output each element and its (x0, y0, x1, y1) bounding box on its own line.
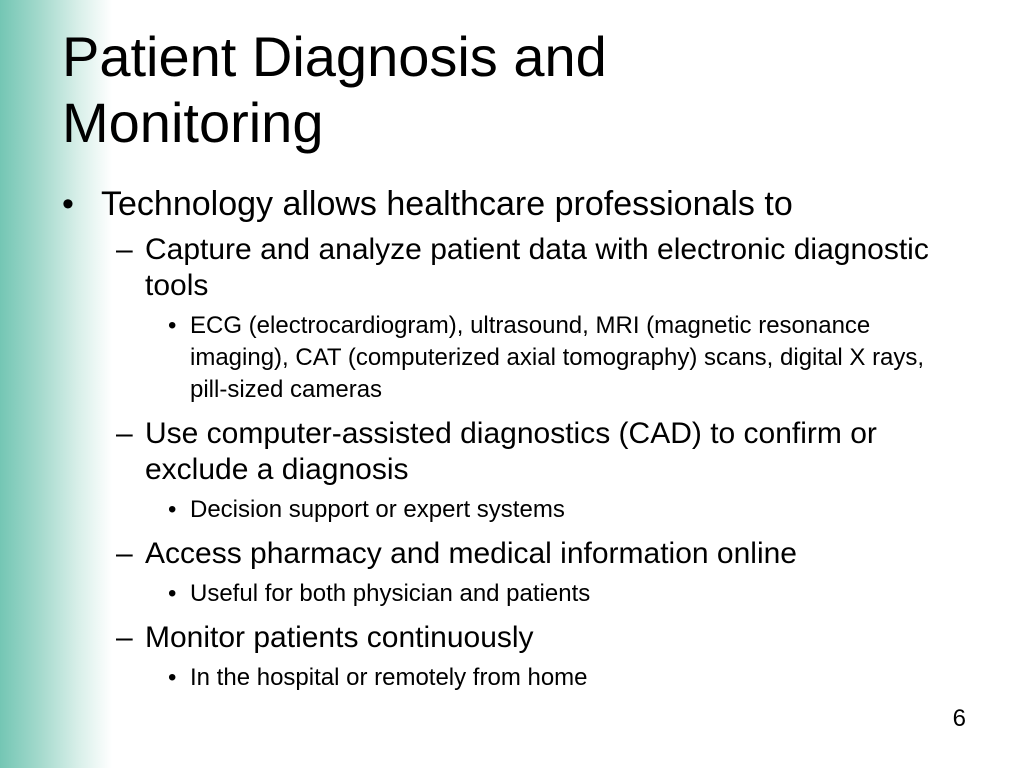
bullet-text: Monitor patients continuously (145, 621, 534, 654)
bullet-text: Useful for both physician and patients (190, 580, 591, 607)
bullet-item-level2 (0, 232, 1024, 304)
bullet-text: Technology allows healthcare professionals to (101, 185, 793, 223)
bullet-item-level2 (0, 620, 1024, 656)
bullet-item-level3 (0, 662, 1024, 694)
bullet-item-level3 (0, 494, 1024, 526)
bullet-item-level1 (0, 184, 1024, 224)
bullet-text: Capture and analyze patient data with electronic diagnostic tools (145, 233, 929, 302)
bullet-item-level2 (0, 416, 1024, 488)
bullet-text: Use computer-assisted diagnostics (CAD) to confirm or exclude a diagnosis (145, 417, 877, 486)
bullet-text: Decision support or expert systems (190, 496, 565, 523)
slide-content (0, 184, 1024, 704)
bullet-text: In the hospital or remotely from home (190, 664, 588, 691)
bullet-item-level3 (0, 578, 1024, 610)
bullet-dash-icon: – (116, 417, 133, 450)
slide-title: Patient Diagnosis and Monitoring (62, 25, 607, 154)
bullet-dot-icon: • (168, 580, 177, 607)
bullet-item-level3 (0, 310, 1024, 406)
bullet-dot-icon: • (168, 496, 177, 523)
page-number: 6 (952, 705, 966, 732)
bullet-dash-icon: – (116, 233, 133, 266)
bullet-text: Access pharmacy and medical information online (145, 537, 797, 570)
bullet-dash-icon: – (116, 537, 133, 570)
bullet-item-level2 (0, 536, 1024, 572)
bullet-dot-icon: • (168, 312, 177, 339)
bullet-dash-icon: – (116, 621, 133, 654)
bullet-text: ECG (electrocardiogram), ultrasound, MRI (magnetic resonance imaging), CAT (computerized axial tomography) scans, digital X rays, pill-sized cameras (190, 312, 925, 403)
bullet-dot-icon: • (168, 664, 177, 691)
bullet-dot-icon: • (62, 185, 74, 223)
